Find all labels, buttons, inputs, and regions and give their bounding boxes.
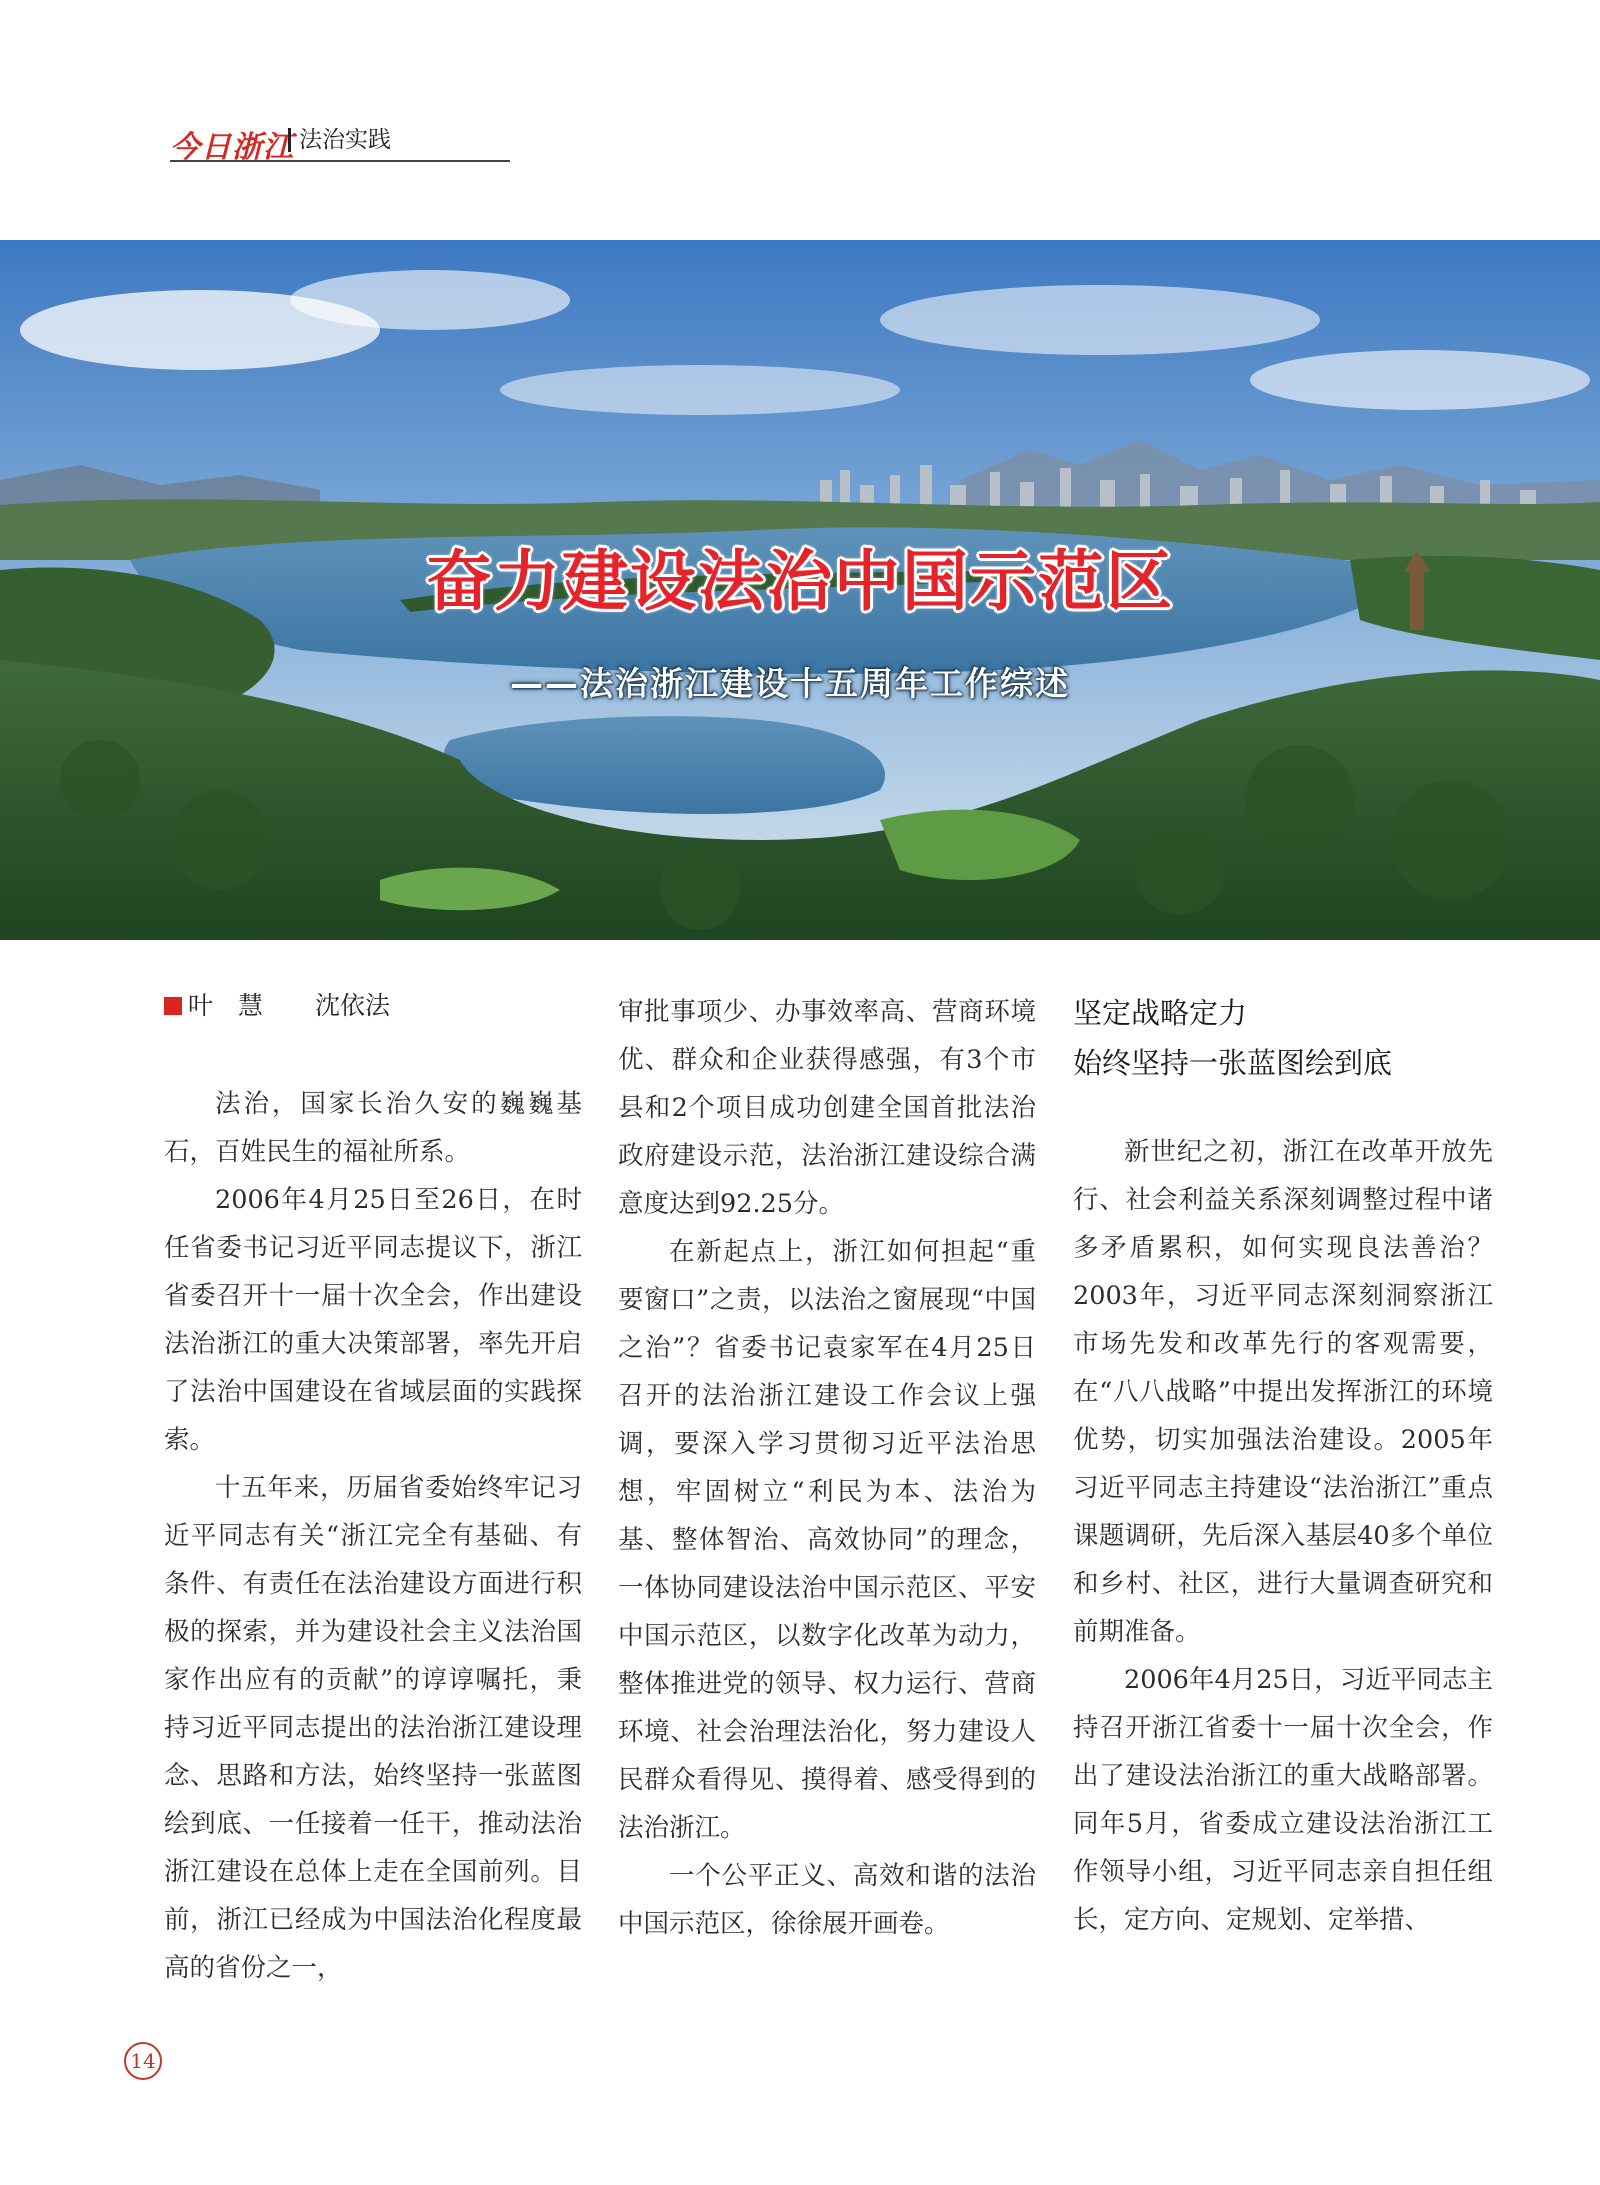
page-number: 14	[124, 2042, 162, 2080]
author-name-2: 沈依法	[315, 991, 391, 1020]
magazine-logo: 今日浙江	[170, 130, 294, 165]
paragraph: 法治，国家长治久安的巍巍基石，百姓民生的福祉所系。	[164, 1089, 582, 1167]
page-header	[170, 124, 510, 165]
column-1	[164, 988, 582, 1992]
paragraph: 新世纪之初，浙江在改革开放先行、社会利益关系深刻调整过程中诸多矛盾累积，如何实现良法善治？2003年，习近平同志深刻洞察浙江市场先发和改革先行的客观需要，在“八八战略”中提出发挥浙江的环境优势，切实加强法治建设。2005年习近平同志主持建设“法治浙江”重点课题调研，先后深入基层40多个单位和乡村、社区，进行大量调查研究和前期准备。	[1073, 1137, 1493, 1647]
paragraph: 一个公平正义、高效和谐的法治中国示范区，徐徐展开画卷。	[618, 1861, 1036, 1939]
section-heading-line-1: 坚定战略定力	[1073, 996, 1248, 1030]
section-label: 法治实践	[288, 128, 391, 152]
author-name-1: 叶 慧	[188, 991, 264, 1020]
section-heading-line-2: 始终坚持一张蓝图绘到底	[1073, 1046, 1393, 1080]
article-title: 奋力建设法治中国示范区	[426, 543, 1174, 620]
paragraph: 在新起点上，浙江如何担起“重要窗口”之责，以法治之窗展现“中国之治”？省委书记袁家军在4月25日召开的法治浙江建设工作会议上强调，要深入学习贯彻习近平法治思想，牢固树立“利民为本、法治为基、整体智治、高效协同”的理念，一体协同建设法治中国示范区、平安中国示范区，以数字化改革为动力，整体推进党的领导、权力运行、营商环境、社会治理法治化，努力建设人民群众看得见、摸得着、感受得到的法治浙江。	[618, 1237, 1036, 1843]
paragraph: 2006年4月25日至26日，在时任省委书记习近平同志提议下，浙江省委召开十一届十次全会，作出建设法治浙江的重大决策部署，率先开启了法治中国建设在省域层面的实践探索。	[164, 1185, 582, 1455]
section-heading	[1073, 988, 1493, 1088]
hero-photo	[0, 240, 1600, 940]
column-2	[618, 988, 1036, 1948]
paragraph: 审批事项少、办事效率高、营商环境优、群众和企业获得感强，有3个市县和2个项目成功创建全国首批法治政府建设示范，法治浙江建设综合满意度达到92.25分。	[618, 997, 1036, 1219]
red-square-icon	[164, 997, 182, 1015]
paragraph: 2006年4月25日，习近平同志主持召开浙江省委十一届十次全会，作出了建设法治浙江的重大战略部署。同年5月，省委成立建设法治浙江工作领导小组，习近平同志亲自担任组长，定方向、定规划、定举措、	[1073, 1665, 1493, 1935]
author-line	[164, 988, 582, 1024]
article-subtitle: ——法治浙江建设十五周年工作综述	[510, 664, 1070, 703]
paragraph: 十五年来，历届省委始终牢记习近平同志有关“浙江完全有基础、有条件、有责任在法治建设方面进行积极的探索，并为建设社会主义法治国家作出应有的贡献”的谆谆嘱托，秉持习近平同志提出的法治浙江建设理念、思路和方法，始终坚持一张蓝图绘到底、一任接着一任干，推动法治浙江建设在总体上走在全国前列。目前，浙江已经成为中国法治化程度最高的省份之一，	[164, 1473, 582, 1983]
column-3	[1073, 988, 1493, 1944]
